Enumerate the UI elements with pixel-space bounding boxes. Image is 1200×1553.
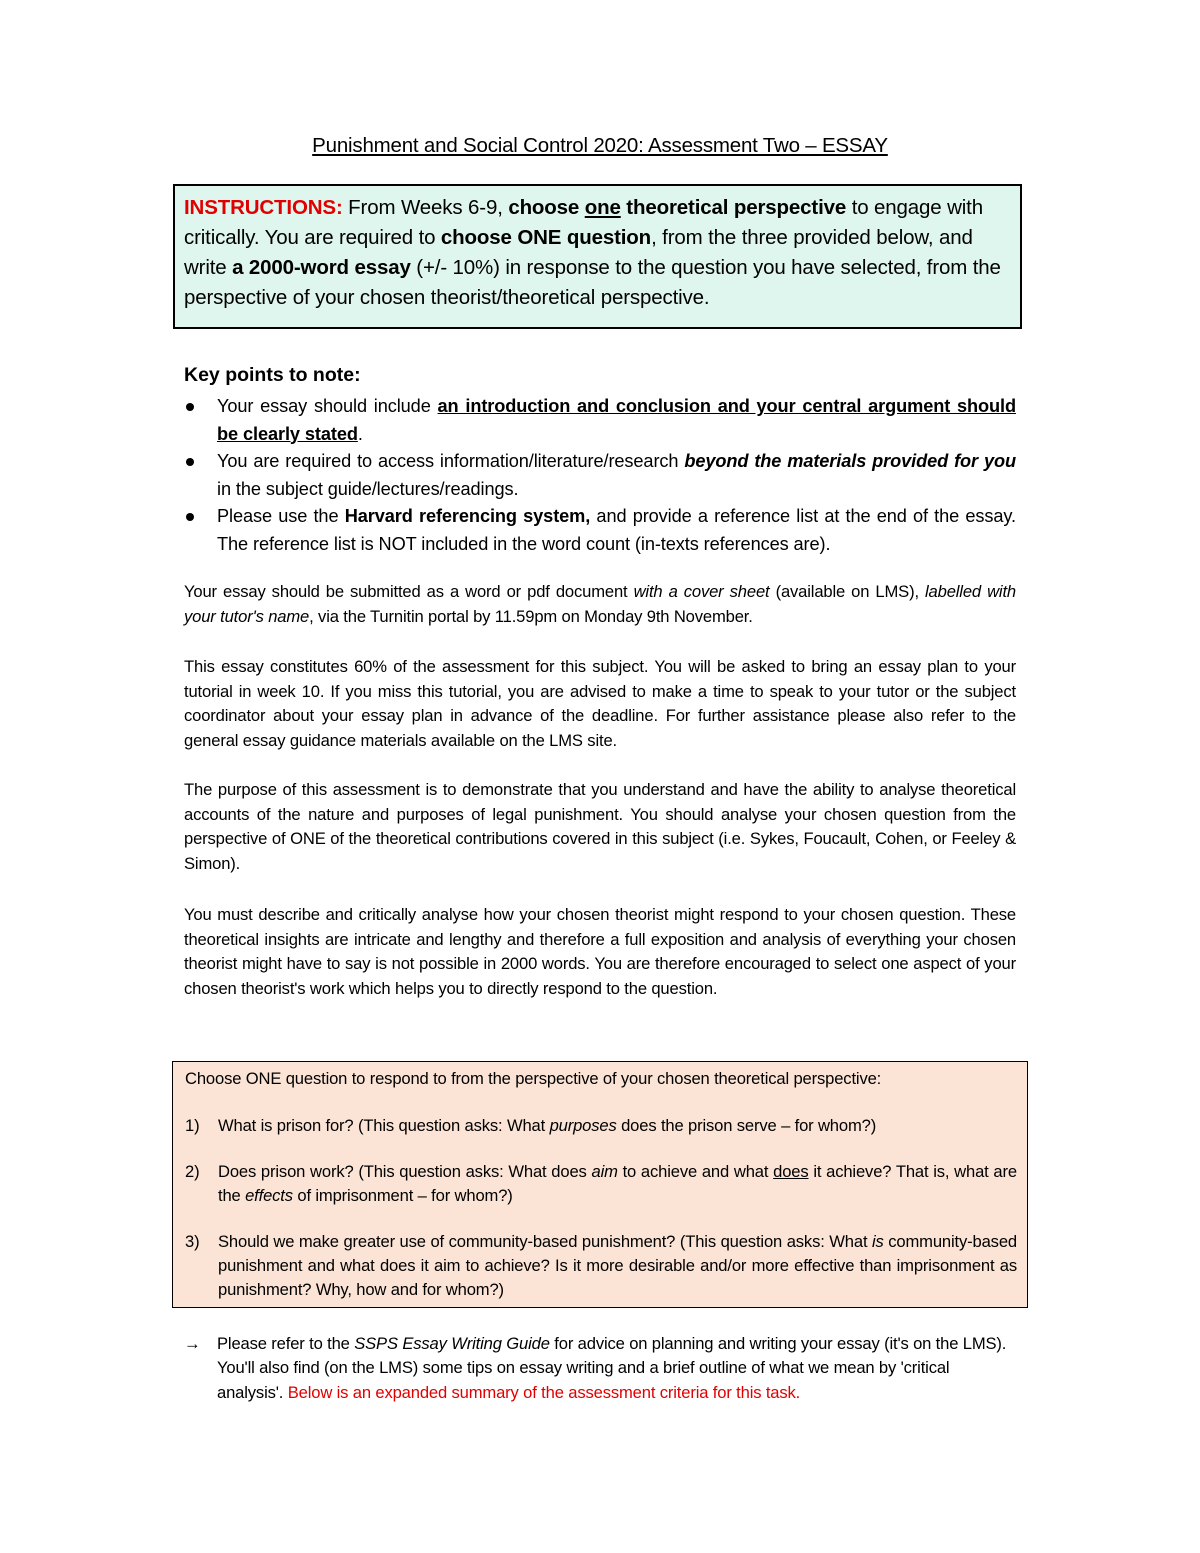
question-italic: is xyxy=(872,1232,884,1252)
question-item-1 xyxy=(185,1114,1017,1138)
guide-italic: SSPS Essay Writing Guide xyxy=(354,1334,550,1353)
guide-paragraph xyxy=(184,1332,1016,1405)
question-text: does the prison serve – for whom?) xyxy=(616,1115,877,1135)
question-item-2 xyxy=(185,1160,1017,1207)
guide-text: for advice on planning and writing your essay (it's on the LMS). You'll also find (on the LMS) some tips on essay writing and a brief outline of what we mean by 'critical analysis'. xyxy=(217,1334,1007,1402)
instructions-label: INSTRUCTIONS: xyxy=(184,196,343,219)
instructions-bold: choose ONE question xyxy=(440,226,652,249)
submission-paragraph xyxy=(184,580,1016,629)
instructions-text: (+/- 10%) in response to the question you have selected, from the perspective of your chosen theorist/theoretical perspective. xyxy=(184,256,1001,309)
bullet-text: and provide a reference list at the end of the essay. The reference list is NOT included in the word count (in-texts references are). xyxy=(217,506,1016,554)
questions-box xyxy=(172,1061,1028,1308)
bullet-emphasis: beyond the materials provided for you xyxy=(684,451,1016,471)
guide-text: Please refer to the xyxy=(217,1334,355,1353)
instructions-text: to engage with critically. You are required to xyxy=(184,196,983,249)
question-text: it achieve? That is, what are the xyxy=(218,1162,1017,1205)
page-title: Punishment and Social Control 2020: Assessment Two – ESSAY xyxy=(312,134,888,157)
question-italic: effects xyxy=(245,1185,293,1205)
question-text: to achieve and what xyxy=(617,1162,774,1182)
instructions-text: , from the three provided below, and write xyxy=(184,226,973,279)
question-italic: aim xyxy=(591,1162,618,1182)
question-number: 1) xyxy=(185,1115,200,1135)
instructions-bold-underline: one xyxy=(584,196,621,219)
guide-highlight: Below is an expanded summary of the assessment criteria for this task. xyxy=(287,1382,801,1402)
submission-text: Your essay should be submitted as a word or pdf document xyxy=(184,582,634,601)
question-number: 2) xyxy=(185,1162,200,1182)
bullet-emphasis: an introduction and conclusion and your central argument should be clearly stated xyxy=(217,396,1016,444)
instructions-text: From Weeks 6-9, xyxy=(342,196,509,219)
key-points-list xyxy=(184,393,1016,558)
instructions-bold: theoretical perspective xyxy=(620,196,847,219)
list-item xyxy=(184,503,1016,558)
describe-paragraph: You must describe and critically analyse how your chosen theorist might respond to your chosen question. These theoretical insights are intricate and lengthy and therefore a full exposition and analysis of everything your chosen theorist might have to say is not possible in 2000 words. You are therefore encouraged to select one aspect of your chosen theorist's work which helps you to directly respond to the question. xyxy=(184,905,1016,998)
instructions-box xyxy=(173,184,1022,329)
submission-italic: with a cover sheet xyxy=(633,582,770,601)
bullet-emphasis: Harvard referencing system, xyxy=(344,506,591,526)
submission-text: (available on LMS), xyxy=(769,582,925,601)
arrow-icon: → xyxy=(184,1334,201,1353)
bullet-text: Please use the xyxy=(217,506,345,526)
submission-text: , via the Turnitin portal by 11.59pm on Monday 9th November. xyxy=(309,606,753,626)
instructions-bold: a 2000-word essay xyxy=(232,256,411,279)
bullet-text: Your essay should include xyxy=(217,396,438,416)
list-item xyxy=(184,393,1016,448)
question-item-3 xyxy=(185,1230,1017,1301)
question-text: Does prison work? (This question asks: What does xyxy=(218,1162,592,1182)
questions-heading: Choose ONE question to respond to from the perspective of your chosen theoretical perspective: xyxy=(185,1069,882,1088)
weighting-paragraph: This essay constitutes 60% of the assessment for this subject. You will be asked to bring an essay plan to your tutorial in week 10. If you miss this tutorial, you are advised to make a time to speak to your tutor or the subject coordinator about your essay plan in advance of the deadline. For further assistance please also refer to the general essay guidance materials available on the LMS site. xyxy=(184,657,1016,750)
question-underline: does xyxy=(773,1162,809,1182)
instructions-bold: choose xyxy=(508,196,585,219)
question-text: of imprisonment – for whom?) xyxy=(292,1185,513,1205)
submission-italic: labelled with your tutor's name xyxy=(184,582,1016,626)
question-text: community-based punishment and what does it aim to achieve? Is it more desirable and/or more effective than imprisonment as punishment? Why, how and for whom?) xyxy=(218,1232,1017,1299)
bullet-text: in the subject guide/lectures/readings. xyxy=(217,478,519,499)
question-text: Should we make greater use of community-based punishment? (This question asks: What xyxy=(218,1232,872,1252)
purpose-paragraph: The purpose of this assessment is to demonstrate that you understand and have the ability to analyse theoretical accounts of the nature and purposes of legal punishment. You should analyse your chosen question from the perspective of ONE of the theoretical contributions covered in this subject (i.e. Sykes, Foucault, Cohen, or Feeley & Simon). xyxy=(184,780,1016,873)
question-italic: purposes xyxy=(549,1115,617,1135)
question-text: What is prison for? (This question asks: What xyxy=(218,1115,550,1135)
bullet-text: You are required to access information/literature/research xyxy=(217,451,685,471)
question-number: 3) xyxy=(185,1232,200,1252)
key-points-heading: Key points to note: xyxy=(184,364,361,386)
bullet-text: . xyxy=(357,423,363,444)
list-item xyxy=(184,448,1016,503)
